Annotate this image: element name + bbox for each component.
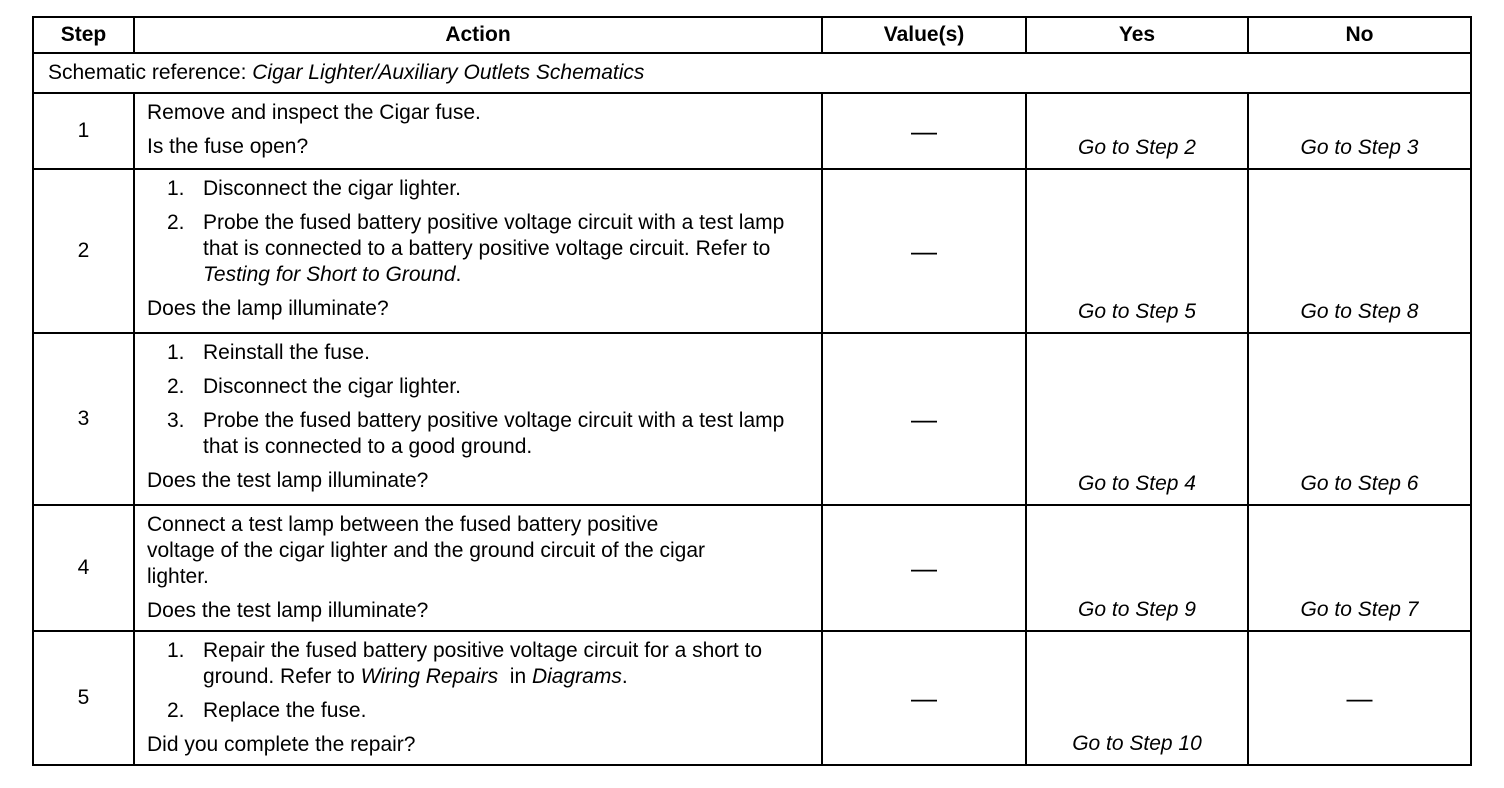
value-cell: — bbox=[822, 631, 1026, 765]
value-cell: — bbox=[822, 93, 1026, 169]
header-step: Step bbox=[33, 17, 134, 53]
no-goto: Go to Step 3 bbox=[1248, 93, 1471, 169]
yes-goto: Go to Step 9 bbox=[1026, 505, 1248, 631]
yes-goto: Go to Step 4 bbox=[1026, 333, 1248, 505]
value-cell: — bbox=[822, 169, 1026, 333]
schematic-row bbox=[33, 53, 1471, 93]
action-question: Does the test lamp illuminate? bbox=[147, 599, 429, 622]
action-cell bbox=[134, 505, 822, 631]
diagnostic-table bbox=[32, 16, 1472, 766]
list-item: 3. Probe the fused battery positive voltage circuit with a test lamp that is connected to a good ground. bbox=[167, 409, 785, 458]
action-cell bbox=[134, 631, 822, 765]
list-item: 1. Repair the fused battery positive voltage circuit for a short to ground. Refer to Wiring Repairs in Diagrams. bbox=[167, 639, 763, 688]
header-row bbox=[33, 17, 1471, 53]
list-item: 1. Disconnect the cigar lighter. bbox=[167, 177, 461, 200]
action-text: Remove and inspect the Cigar fuse. bbox=[147, 101, 481, 124]
step-number: 1 bbox=[33, 93, 134, 169]
action-question: Is the fuse open? bbox=[147, 135, 309, 158]
reference-link[interactable]: Testing for Short to Ground bbox=[203, 263, 456, 286]
table-row bbox=[33, 93, 1471, 169]
list-item: 1. Reinstall the fuse. bbox=[167, 341, 370, 364]
no-goto: — bbox=[1248, 631, 1471, 765]
step-number: 3 bbox=[33, 333, 134, 505]
action-question: Did you complete the repair? bbox=[147, 733, 416, 756]
reference-link[interactable]: Diagrams bbox=[531, 665, 622, 688]
schematic-prefix: Schematic reference: bbox=[48, 61, 253, 84]
table-row bbox=[33, 505, 1471, 631]
substep-list bbox=[147, 176, 809, 288]
header-no: No bbox=[1248, 17, 1471, 53]
header-action: Action bbox=[134, 17, 822, 53]
action-question: Does the test lamp illuminate? bbox=[147, 469, 429, 492]
schematic-link[interactable]: Cigar Lighter/Auxiliary Outlets Schematics bbox=[252, 61, 645, 84]
action-cell bbox=[134, 93, 822, 169]
action-text: Connect a test lamp between the fused battery positive voltage of the cigar lighter and the ground circuit of the cigar lighter. bbox=[147, 513, 705, 588]
no-goto: Go to Step 7 bbox=[1248, 505, 1471, 631]
reference-link[interactable]: Wiring Repairs bbox=[360, 665, 499, 688]
yes-goto: Go to Step 10 bbox=[1026, 631, 1248, 765]
no-goto: Go to Step 6 bbox=[1248, 333, 1471, 505]
header-yes: Yes bbox=[1026, 17, 1248, 53]
step-number: 5 bbox=[33, 631, 134, 765]
header-values: Value(s) bbox=[822, 17, 1026, 53]
list-item: 2. Replace the fuse. bbox=[167, 699, 367, 722]
substep-list bbox=[147, 340, 809, 460]
table-row bbox=[33, 631, 1471, 765]
list-item: 2. Disconnect the cigar lighter. bbox=[167, 375, 461, 398]
schematic-reference bbox=[33, 53, 1471, 93]
substep-list bbox=[147, 638, 809, 724]
action-question: Does the lamp illuminate? bbox=[147, 297, 389, 320]
value-cell: — bbox=[822, 333, 1026, 505]
action-cell bbox=[134, 169, 822, 333]
table-row bbox=[33, 169, 1471, 333]
table-row bbox=[33, 333, 1471, 505]
action-cell bbox=[134, 333, 822, 505]
value-cell: — bbox=[822, 505, 1026, 631]
step-number: 2 bbox=[33, 169, 134, 333]
yes-goto: Go to Step 2 bbox=[1026, 93, 1248, 169]
step-number: 4 bbox=[33, 505, 134, 631]
yes-goto: Go to Step 5 bbox=[1026, 169, 1248, 333]
list-item: 2. Probe the fused battery positive voltage circuit with a test lamp that is connected to a battery positive voltage circuit. Refer to Testing for Short to Ground. bbox=[167, 211, 785, 286]
no-goto: Go to Step 8 bbox=[1248, 169, 1471, 333]
